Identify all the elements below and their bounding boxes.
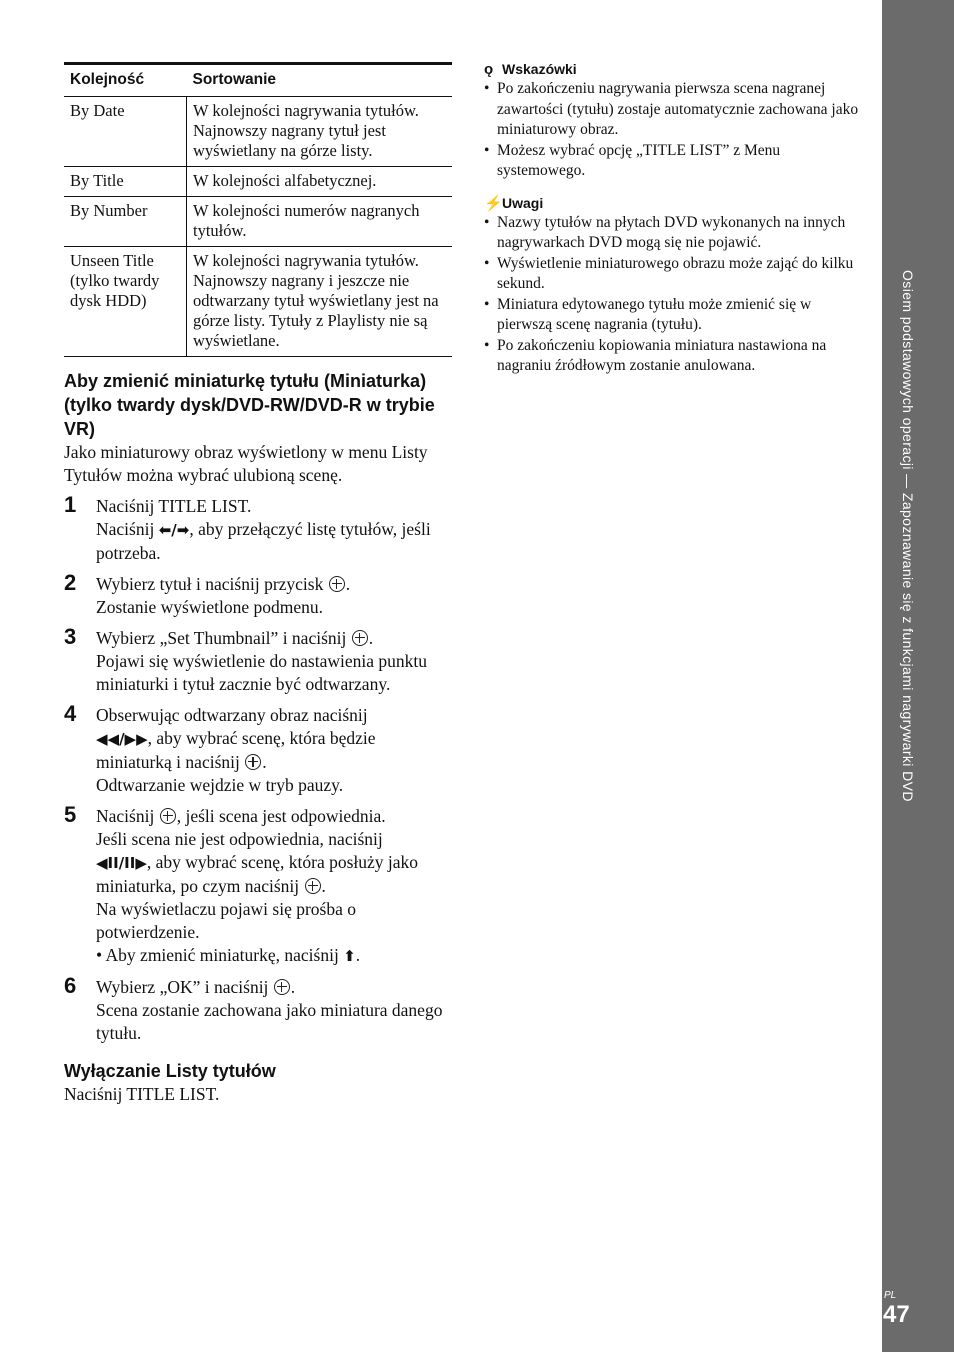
enter-button-icon [245, 754, 261, 770]
list-item: • Wyświetlenie miniaturowego obrazu może zająć do kilku sekund. [484, 254, 870, 295]
list-item: • Po zakończeniu kopiowania miniatura nastawiona na nagraniu źródłowym zostanie anulowana. [484, 336, 870, 377]
sort-order-table [64, 62, 452, 357]
table-cell-order: By Title [64, 167, 187, 197]
list-item: • Po zakończeniu nagrywania pierwsza scena nagranej zawartości (tytułu) zostaje automatycznie zachowana jako miniaturowy obraz. [484, 79, 870, 141]
step-text-part: . [262, 752, 267, 772]
table-header-sorting: Sortowanie [187, 64, 453, 97]
step-text-part: , jeśli scena jest odpowiednia. [176, 806, 386, 826]
table-row [64, 247, 452, 357]
table-row [64, 167, 452, 197]
rewind-forward-icon: ◀◀/▶▶ [96, 730, 148, 748]
step-text [96, 805, 452, 828]
step-text-part: • Aby zmienić miniaturkę, naciśnij [96, 945, 344, 965]
step-2 [64, 570, 452, 619]
table-cell-order: By Number [64, 197, 187, 247]
step-4 [64, 701, 452, 797]
tips-list [484, 79, 870, 182]
step-text: Obserwując odtwarzany obraz naciśnij [96, 705, 368, 725]
page-language: PL [884, 1290, 897, 1301]
step-text-part: . [368, 628, 374, 648]
page-number: 47 [883, 1301, 910, 1328]
notes-heading [484, 194, 870, 213]
table-cell-sorting: W kolejności nagrywania tytułów. Najnowszy nagrany tytuł jest wyświetlany na górze listy. [187, 97, 453, 167]
enter-button-icon [305, 878, 321, 894]
table-row [64, 197, 452, 247]
step-text-part: . [321, 876, 326, 896]
step-3 [64, 624, 452, 696]
chapter-title: Osiem podstawowych operacji — Zapoznawanie się z funkcjami nagrywarki DVD [900, 270, 916, 802]
step-text: Na wyświetlaczu pojawi się prośba o potwierdzenie. [96, 899, 356, 942]
lightbulb-icon: ǫ [484, 61, 494, 78]
step-text [96, 851, 452, 898]
step-text [96, 976, 452, 999]
step-6 [64, 973, 452, 1045]
enter-button-icon [274, 979, 290, 995]
step-text-part: Wybierz „Set Thumbnail” i naciśnij [96, 628, 351, 648]
sidebar-tab [882, 0, 954, 1352]
enter-button-icon [329, 576, 345, 592]
table-cell-sorting: W kolejności alfabetycznej. [187, 167, 453, 197]
step-text: Odtwarzanie wejdzie w tryb pauzy. [96, 775, 344, 795]
step-number: 3 [64, 624, 77, 649]
section-heading-close-list: Wyłączanie Listy tytułów [64, 1061, 276, 1081]
step-text-part: Wybierz „OK” i naciśnij [96, 977, 273, 997]
list-item: • Nazwy tytułów na płytach DVD wykonanych na innych nagrywarkach DVD mogą się nie pojawić. [484, 213, 870, 254]
step-number: 1 [64, 492, 77, 517]
list-item: • Miniatura edytowanego tytułu może zmienić się w pierwszą scenę nagrania (tytułu). [484, 295, 870, 336]
step-text-part: , aby wybrać scenę, która będzie miniaturką i naciśnij [96, 728, 376, 772]
right-column [484, 60, 870, 377]
section-body: Naciśnij TITLE LIST. [64, 1084, 220, 1104]
step-text [96, 518, 452, 565]
tips-heading-label: Wskazówki [502, 61, 577, 77]
step-text-part: , aby wybrać scenę, która posłuży jako miniaturka, po czym naciśnij [96, 852, 419, 896]
step-text: Jeśli scena nie jest odpowiednia, naciśnij [96, 829, 383, 849]
table-cell-sorting: W kolejności nagrywania tytułów. Najnowszy nagrany i jeszcze nie odtwarzany tytuł wyświetlany jest na górze listy. Tytuły z Playlisty nie są wyświetlane. [187, 247, 453, 357]
step-text: Scena zostanie zachowana jako miniatura danego tytułu. [96, 1000, 443, 1043]
left-right-arrow-icon: ⬅/➡ [158, 521, 190, 539]
step-text [96, 727, 452, 774]
enter-button-icon [352, 630, 368, 646]
notes-heading-label: Uwagi [502, 194, 544, 211]
step-number: 4 [64, 701, 77, 726]
step-text-part: Naciśnij [96, 519, 159, 539]
step-text: Naciśnij TITLE LIST. [96, 496, 252, 516]
slow-step-icon: ◀II/II▶ [96, 854, 147, 872]
step-text: Zostanie wyświetlone podmenu. [96, 597, 323, 617]
notes-list [484, 213, 870, 377]
table-cell-sorting: W kolejności numerów nagranych tytułów. [187, 197, 453, 247]
step-number: 6 [64, 973, 77, 998]
table-cell-order: By Date [64, 97, 187, 167]
step-text-part: , aby przełączyć listę tytułów, jeśli potrzeba. [96, 519, 431, 563]
step-text-part: Naciśnij [96, 806, 159, 826]
step-text-part: . [290, 977, 296, 997]
tips-heading [484, 60, 870, 79]
section-intro: Jako miniaturowy obraz wyświetlony w menu Listy Tytułów można wybrać ulubioną scenę. [64, 442, 428, 485]
step-text-part: Wybierz tytuł i naciśnij przycisk [96, 574, 328, 594]
step-5 [64, 802, 452, 968]
section-heading-thumbnail: Aby zmienić miniaturkę tytułu (Miniaturka) (tylko twardy dysk/DVD-RW/DVD-R w trybie VR) [64, 371, 435, 439]
step-number: 2 [64, 570, 77, 595]
enter-button-icon [160, 808, 176, 824]
left-column [64, 62, 452, 1106]
step-text [96, 944, 452, 968]
table-cell-order: Unseen Title (tylko twardy dysk HDD) [64, 247, 187, 357]
step-text [96, 573, 452, 596]
step-text-part: . [355, 945, 361, 965]
notes-icon: ⚡ [484, 194, 503, 212]
step-text-part: . [345, 574, 351, 594]
list-item: • Możesz wybrać opcję „TITLE LIST” z Menu systemowego. [484, 141, 870, 182]
table-header-order: Kolejność [64, 64, 187, 97]
step-1 [64, 492, 452, 565]
table-row [64, 97, 452, 167]
table-header-row [64, 64, 452, 97]
step-text: Pojawi się wyświetlenie do nastawienia punktu miniaturki i tytuł zacznie być odtwarzany. [96, 651, 427, 694]
step-number: 5 [64, 802, 77, 827]
step-text [96, 627, 452, 650]
up-arrow-icon: ⬆ [343, 947, 356, 965]
